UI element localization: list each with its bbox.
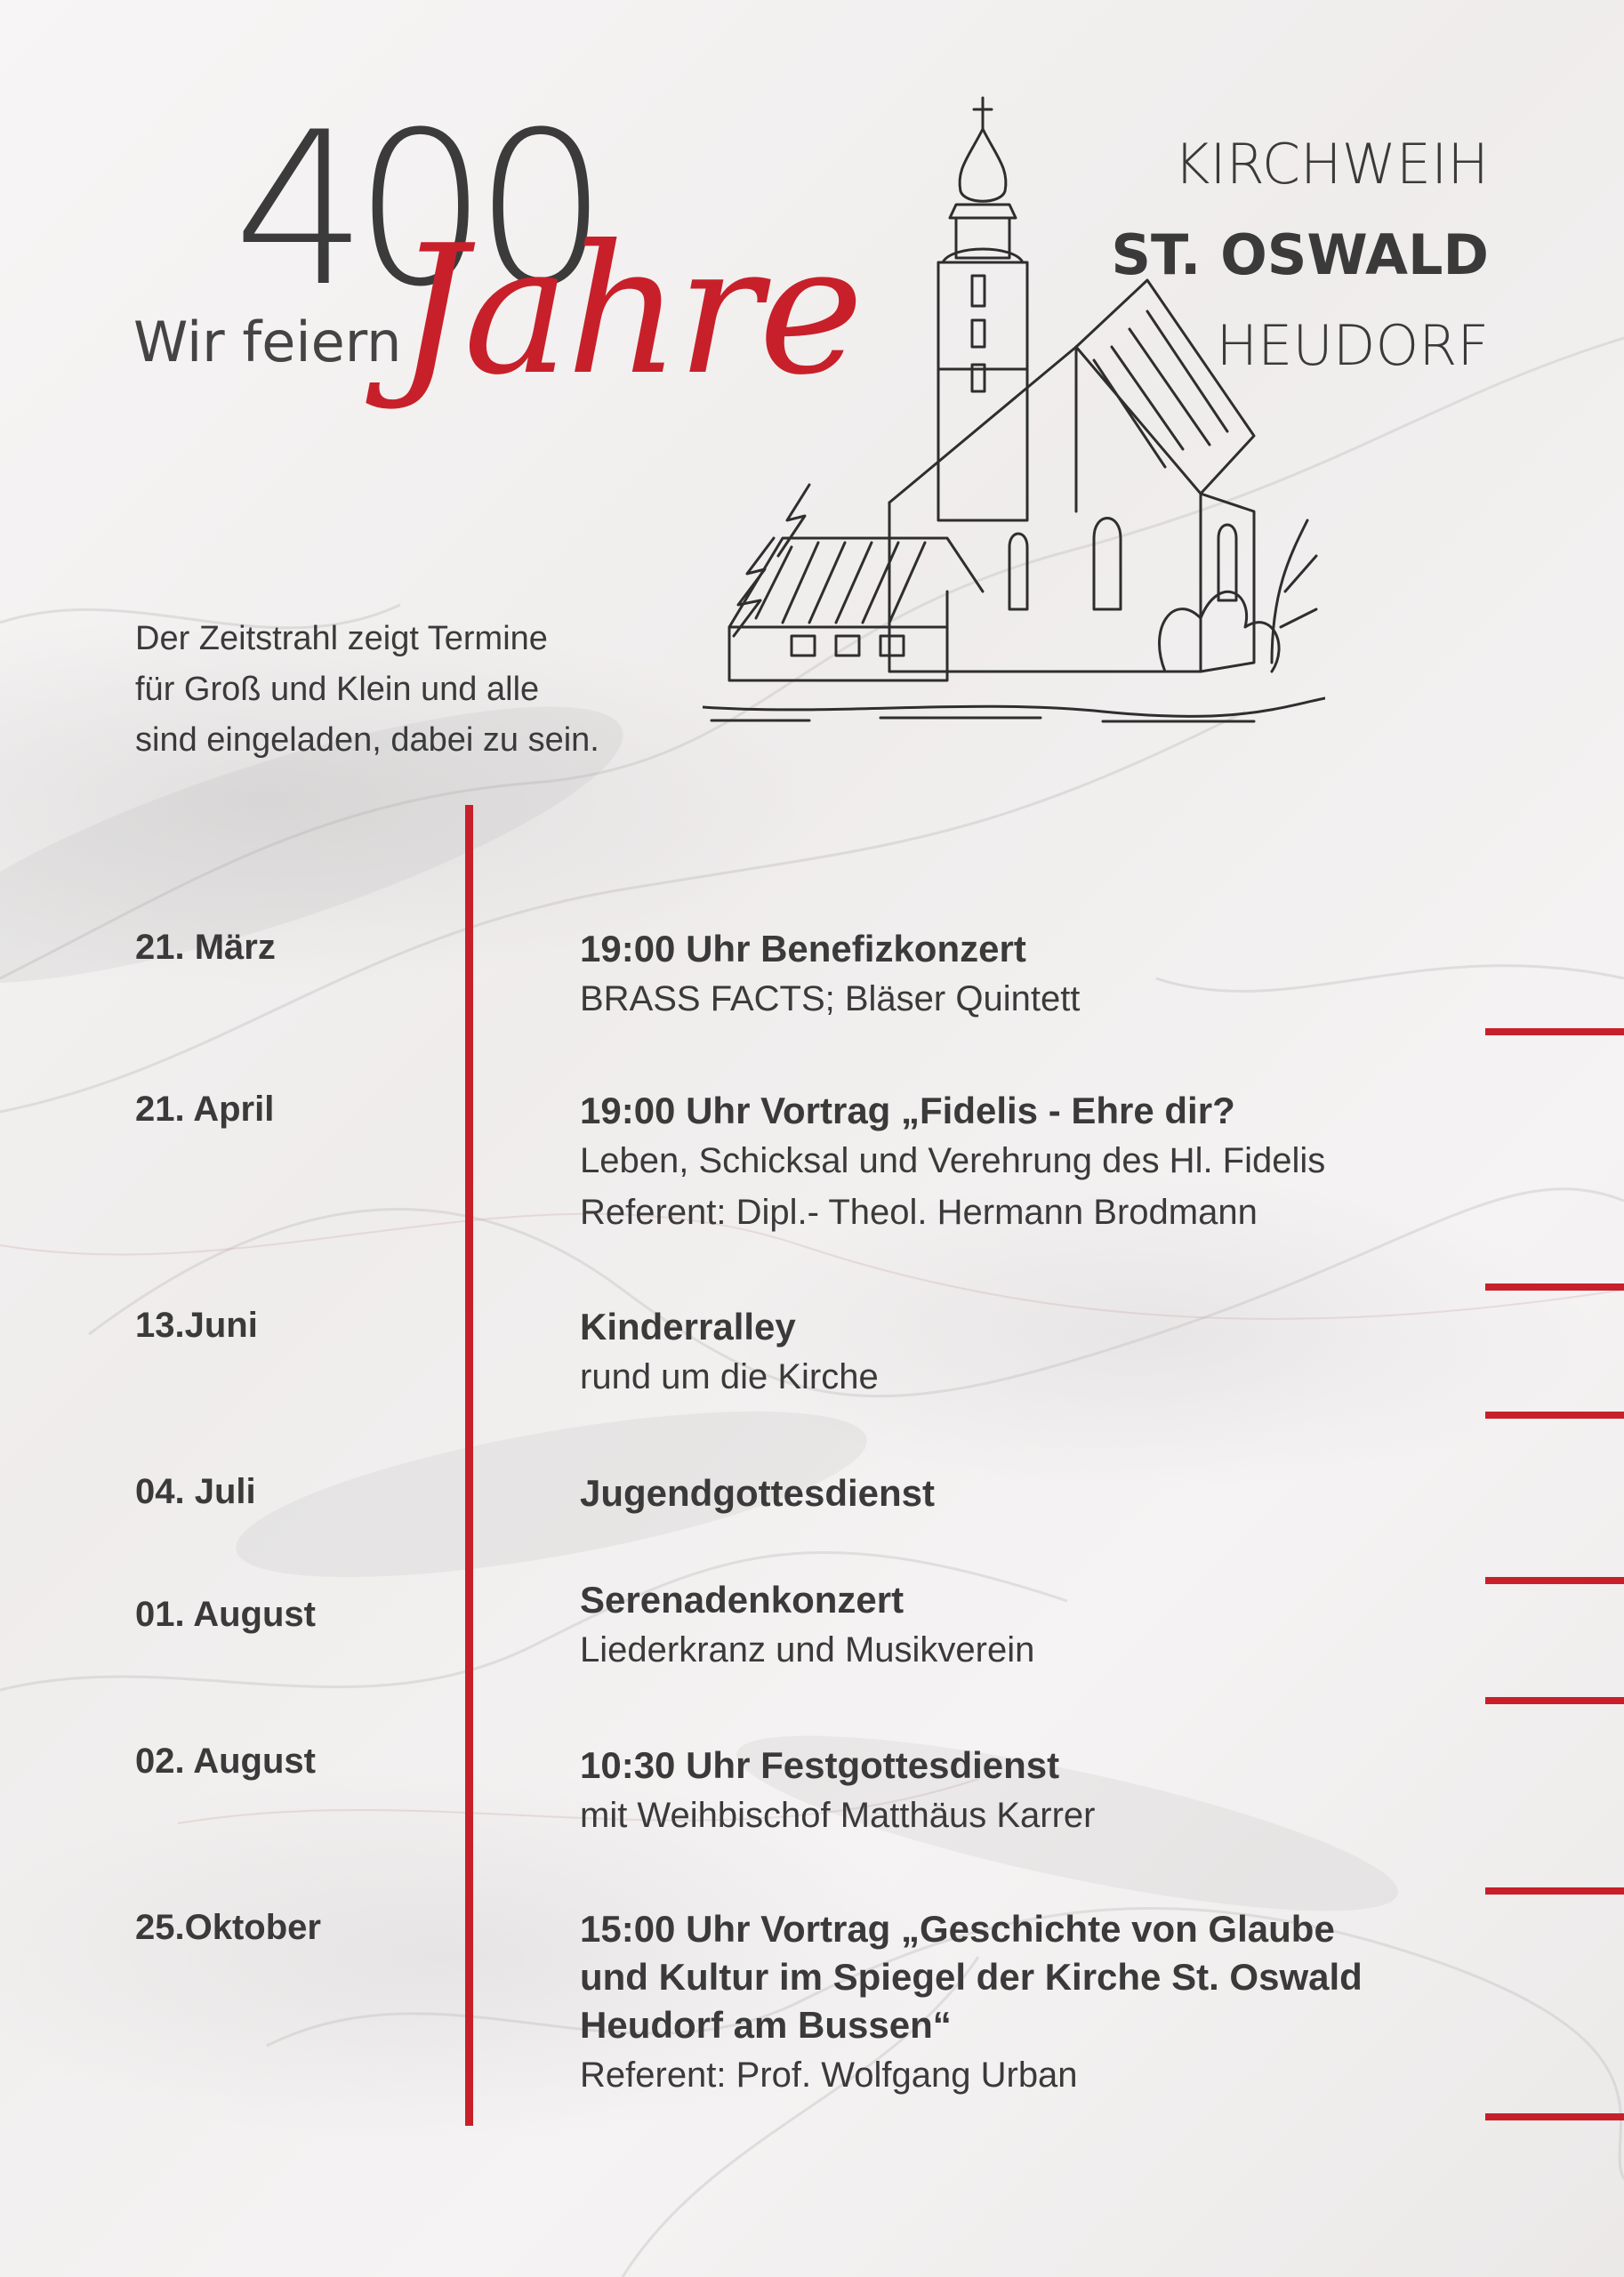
event-date: 21. April: [135, 1090, 275, 1129]
church-sketch-icon: [703, 93, 1325, 725]
anniversary-script-word: Jahre: [396, 207, 861, 414]
timeline-tick: [1485, 2113, 1624, 2120]
event-entry: [580, 1905, 1514, 2101]
event-title: Serenadenkonzert: [580, 1579, 904, 1621]
event-detail: Liederkranz und Musikverein: [580, 1630, 1035, 1670]
intro-text: [135, 614, 687, 766]
timeline-tick: [1485, 1887, 1624, 1895]
anniversary-number: 400: [233, 87, 595, 334]
event-entry: [580, 1087, 1514, 1238]
event-detail: Referent: Dipl.- Theol. Hermann Brodmann: [580, 1193, 1258, 1232]
event-date: 04. Juli: [135, 1472, 256, 1511]
timeline-tick: [1485, 1412, 1624, 1419]
event-date: 02. August: [135, 1742, 316, 1781]
event-title: Kinderralley: [580, 1306, 796, 1348]
intro-line: sind eingeladen, dabei zu sein.: [135, 721, 599, 759]
event-entry: [580, 1742, 1514, 1841]
event-entry: [580, 1303, 1514, 1403]
event-title: 15:00 Uhr Vortrag „Geschichte von Glaube: [580, 1908, 1335, 1950]
event-date: 25.Oktober: [135, 1908, 321, 1947]
event-detail: rund um die Kirche: [580, 1357, 879, 1396]
event-title-line3: HEUDORF: [1216, 313, 1489, 378]
intro-line: für Groß und Klein und alle: [135, 671, 540, 708]
event-entry: [580, 925, 1514, 1025]
timeline-tick: [1485, 1697, 1624, 1704]
event-date: 21. März: [135, 928, 276, 967]
event-title: 10:30 Uhr Festgottesdienst: [580, 1744, 1060, 1786]
event-entry: [580, 1576, 1514, 1676]
event-title-line1: KIRCHWEIH: [1173, 132, 1489, 197]
anniversary-prefix: Wir feiern: [133, 310, 402, 374]
event-title: 19:00 Uhr Vortrag „Fidelis - Ehre dir?: [580, 1090, 1235, 1131]
event-date: 01. August: [135, 1595, 316, 1634]
timeline-tick: [1485, 1283, 1624, 1291]
timeline-tick: [1485, 1028, 1624, 1035]
event-entry: [580, 1469, 1514, 1517]
event-title: Heudorf am Bussen“: [580, 2004, 952, 2046]
event-detail: Leben, Schicksal und Verehrung des Hl. Fidelis: [580, 1141, 1326, 1180]
timeline-line: [465, 805, 473, 2126]
event-detail: mit Weihbischof Matthäus Karrer: [580, 1796, 1096, 1835]
event-title: 19:00 Uhr Benefizkonzert: [580, 928, 1026, 970]
event-date: 13.Juni: [135, 1306, 258, 1345]
event-detail: BRASS FACTS; Bläser Quintett: [580, 979, 1081, 1018]
event-title: und Kultur im Spiegel der Kirche St. Oswald: [580, 1956, 1363, 1998]
intro-line: Der Zeitstrahl zeigt Termine: [135, 620, 548, 657]
event-title: Jugendgottesdienst: [580, 1472, 936, 1514]
event-title-line2: ST. OSWALD: [1111, 222, 1489, 287]
event-detail: Referent: Prof. Wolfgang Urban: [580, 2056, 1078, 2095]
